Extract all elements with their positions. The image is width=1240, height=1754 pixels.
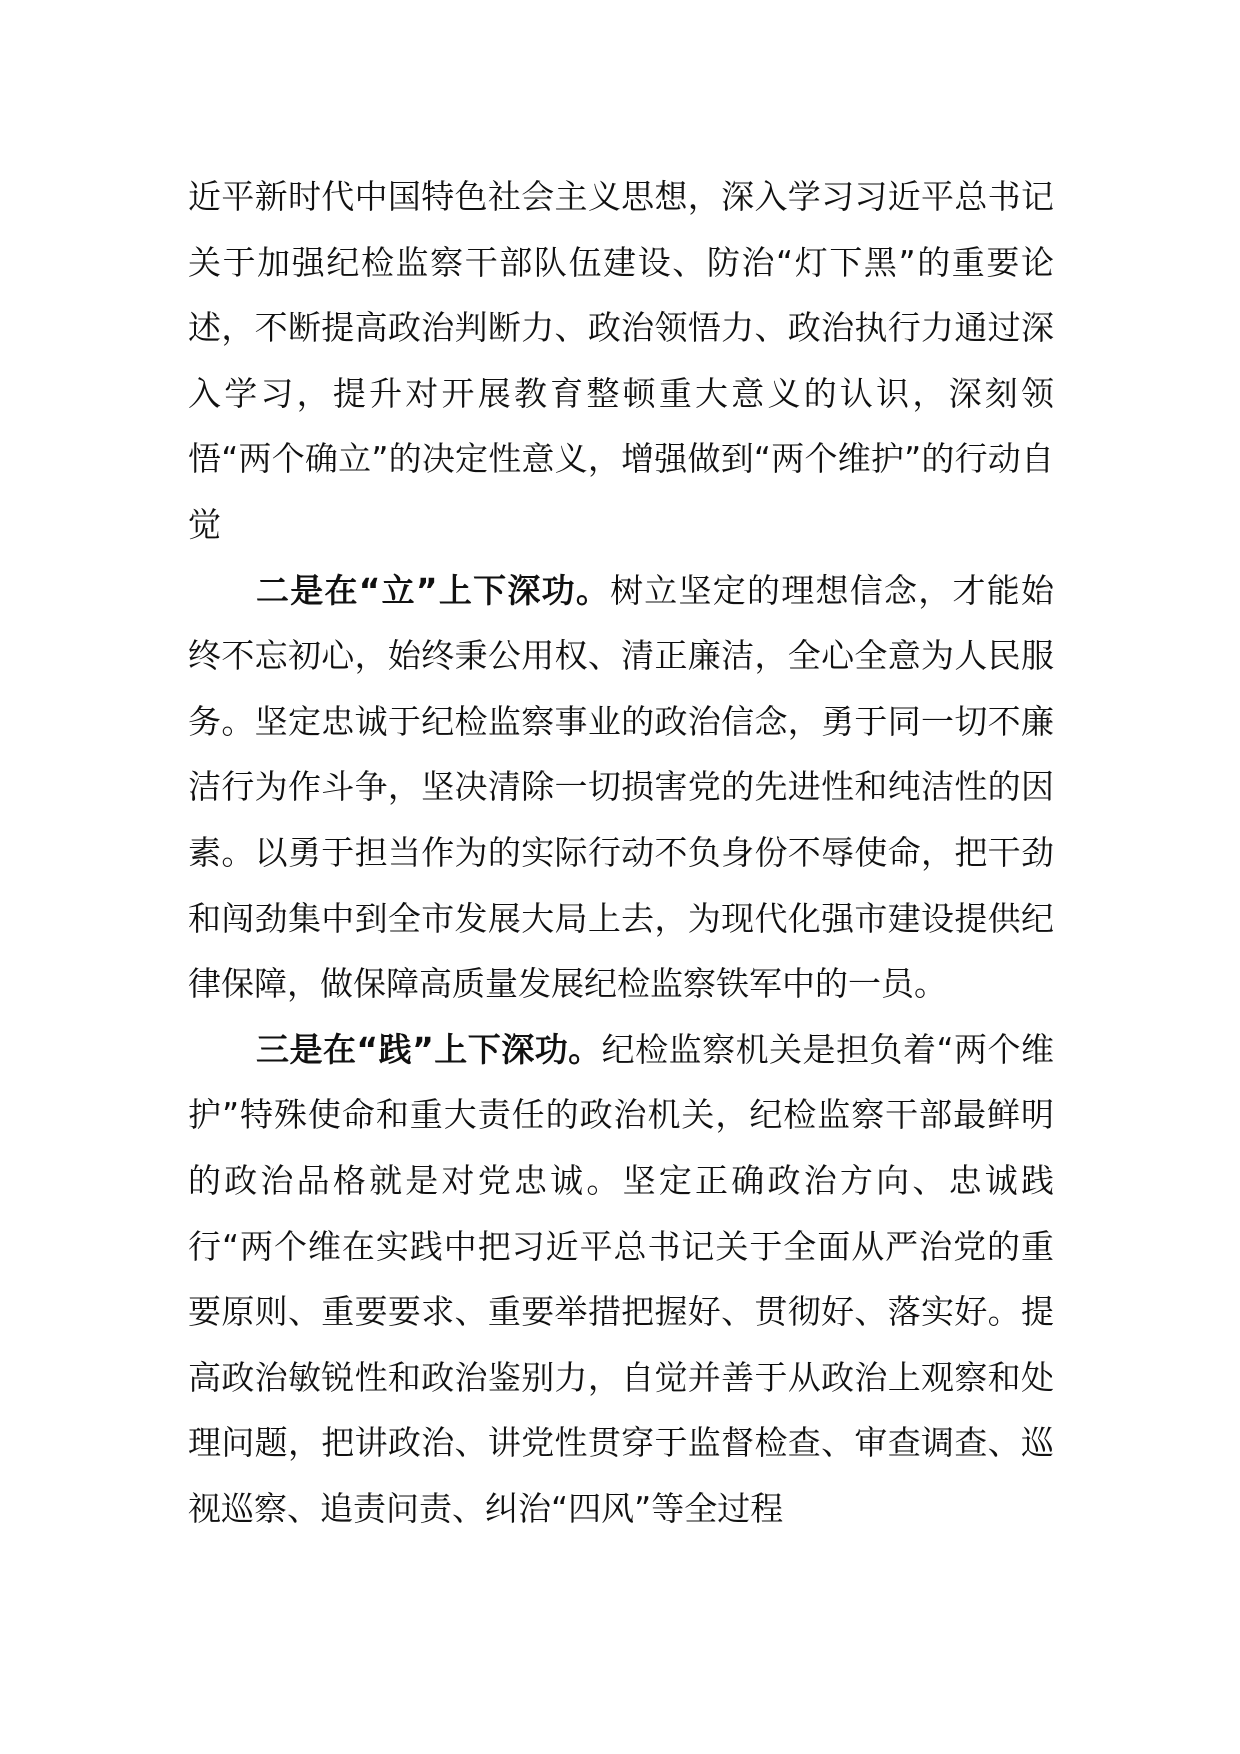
document-page (188, 164, 1054, 1541)
paragraph-heading: 三是在“践”上下深功。 (256, 1029, 602, 1069)
paragraph-text: 近平新时代中国特色社会主义思想，深入学习习近平总书记关于加强纪检监察干部队伍建设、防治“灯下黑”的重要论述，不断提高政治判断力、政治领悟力、政治执行力通过深入学习，提升对开展教育整顿重大意义的认识，深刻领悟“两个确立”的决定性意义，增强做到“两个维护”的行动自觉 (188, 177, 1054, 544)
paragraph-heading: 二是在“立”上下深功。 (256, 570, 611, 610)
paragraph-text: 纪检监察机关是担负着“两个维护”特殊使命和重大责任的政治机关，纪检监察干部最鲜明的政治品格就是对党忠诚。坚定正确政治方向、忠诚践行“两个维在实践中把习近平总书记关于全面从严治党的重要原则、重要要求、重要举措把握好、贯彻好、落实好。提高政治敏锐性和政治鉴别力，自觉并善于从政治上观察和处理问题，把讲政治、讲党性贯穿于监督检查、审查调查、巡视巡察、追责问责、纠治“四风”等全过程 (188, 1029, 1054, 1528)
paragraph-text: 树立坚定的理想信念，才能始终不忘初心，始终秉公用权、清正廉洁，全心全意为人民服务。坚定忠诚于纪检监察事业的政治信念，勇于同一切不廉洁行为作斗争，坚决清除一切损害党的先进性和纯洁性的因素。以勇于担当作为的实际行动不负身份不辱使命，把干劲和闯劲集中到全市发展大局上去，为现代化强市建设提供纪律保障，做保障高质量发展纪检监察铁军中的一员。 (188, 570, 1054, 1004)
paragraph-two-li (188, 558, 1054, 1017)
paragraph-three-jian (188, 1017, 1054, 1542)
paragraph-continued (188, 164, 1054, 558)
